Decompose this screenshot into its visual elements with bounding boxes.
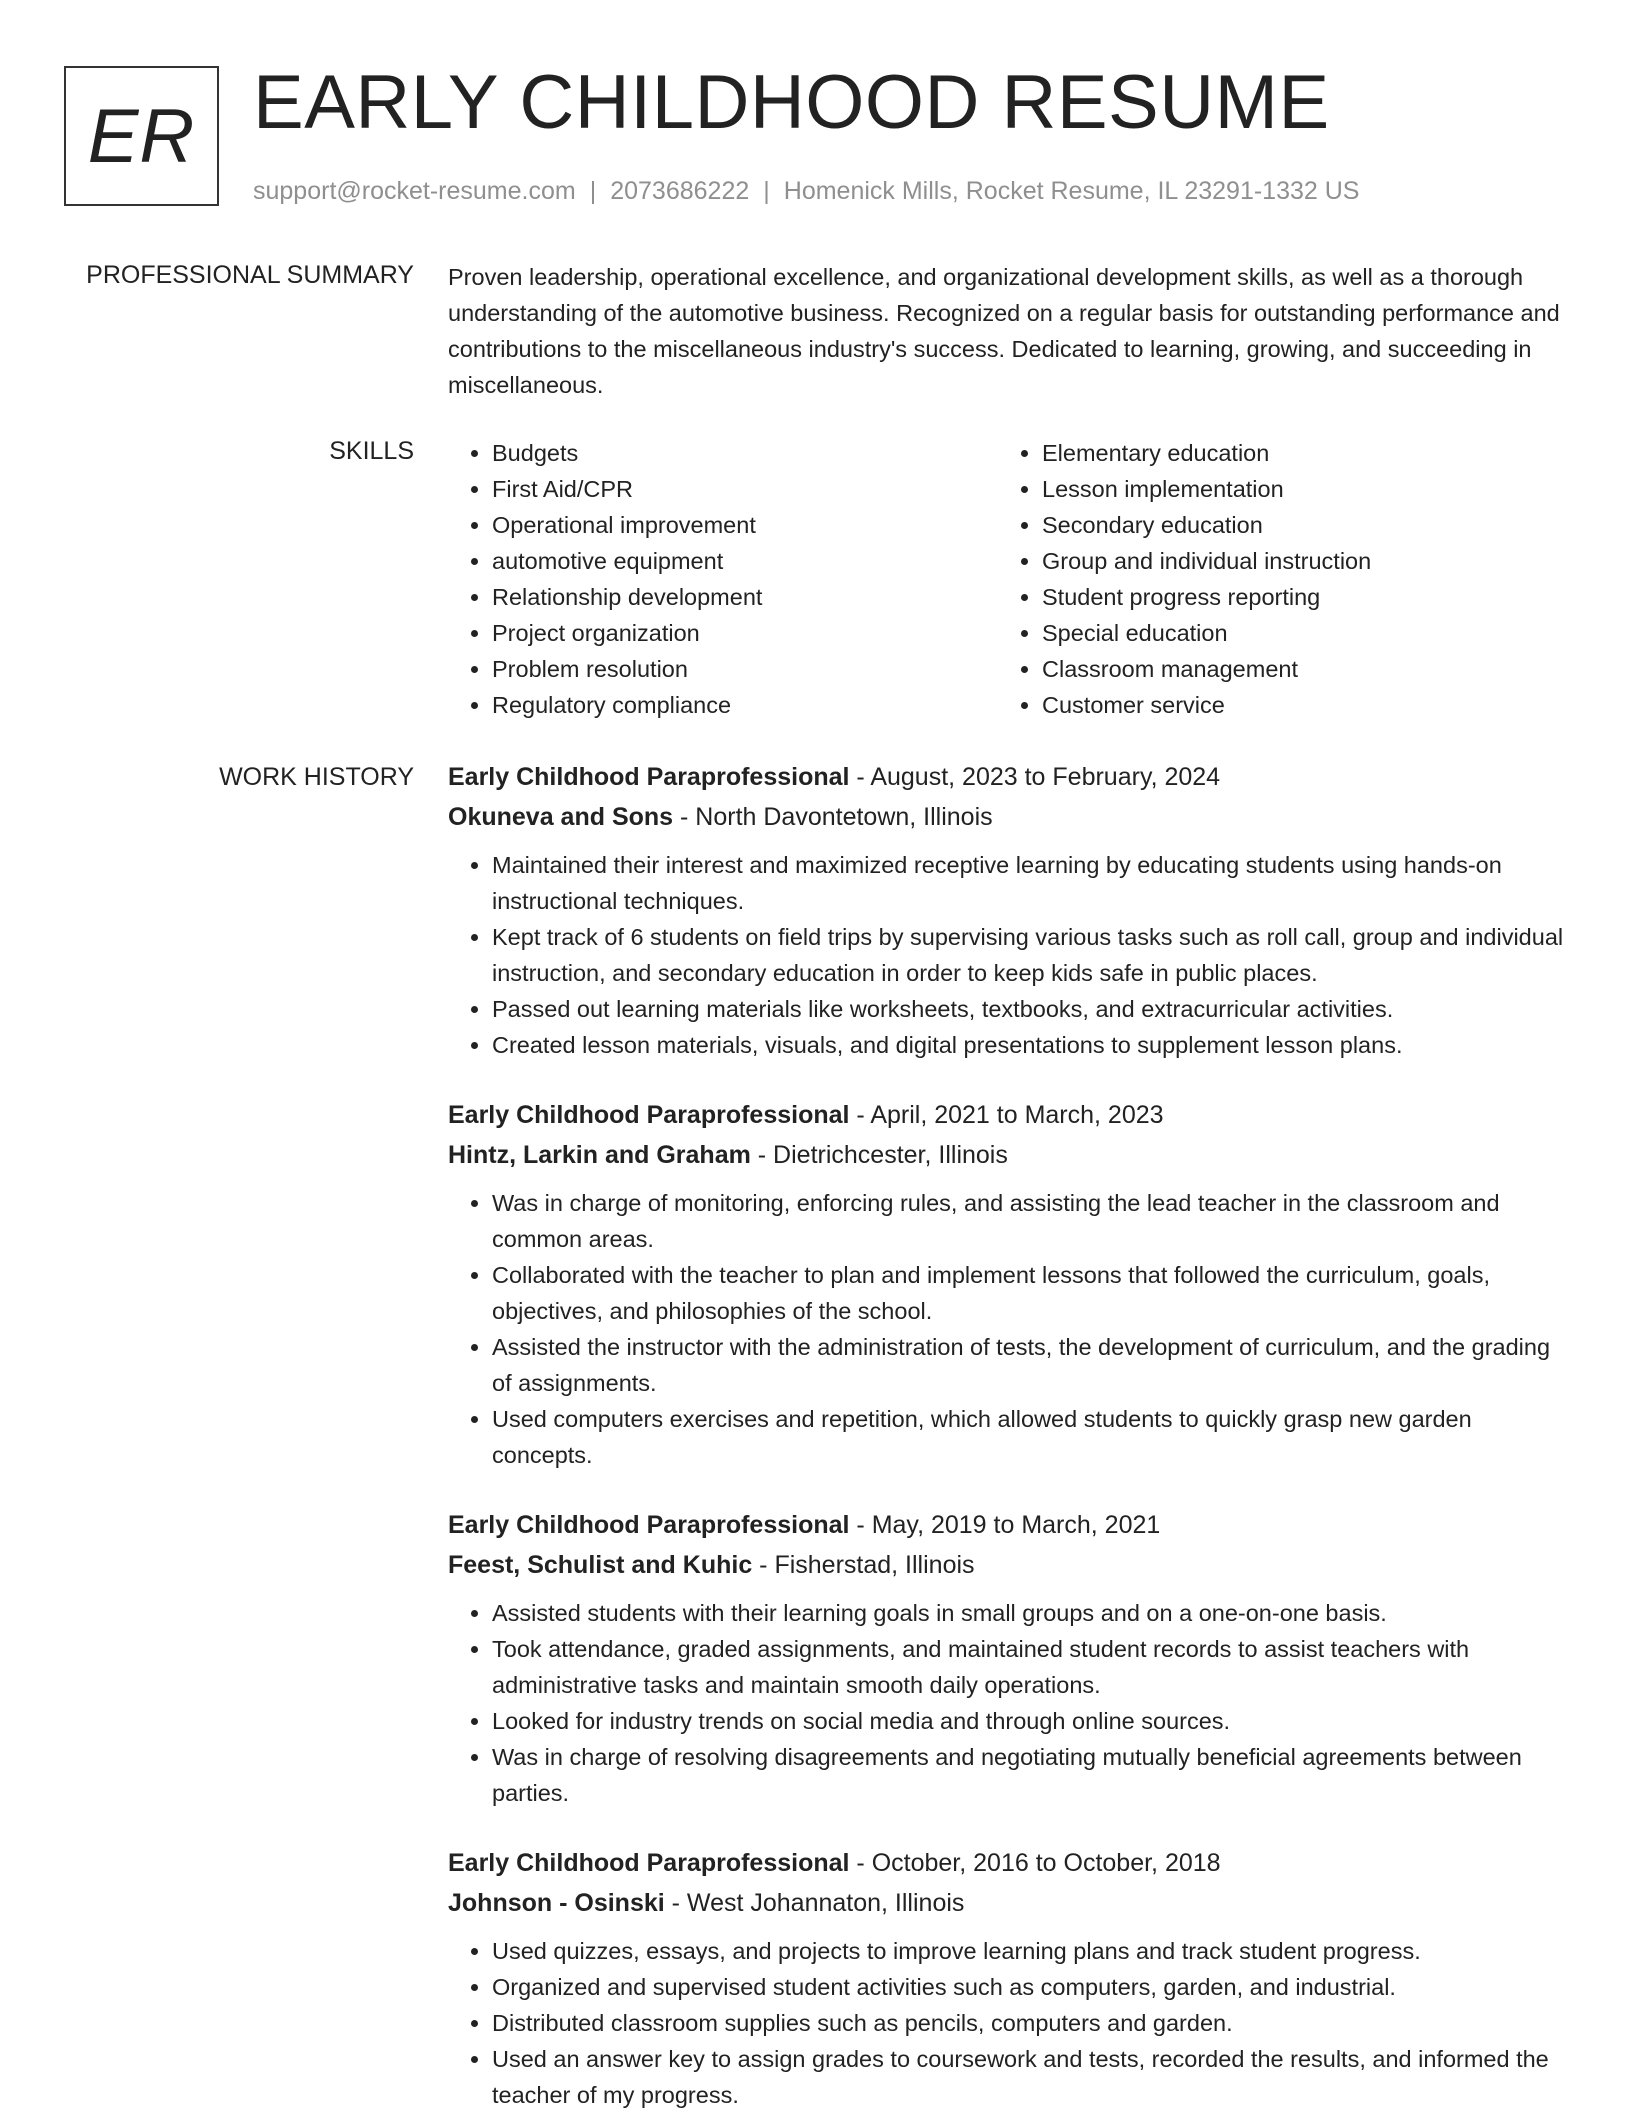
resume-title: EARLY CHILDHOOD RESUME (253, 60, 1330, 145)
contact-phone: 2073686222 (610, 177, 750, 205)
job-bullet: • Was in charge of monitoring, enforcing rules, and assisting the lead teacher in the classroom and common areas. (492, 1185, 1568, 1257)
job-bullet: • Was in charge of resolving disagreements and negotiating mutually beneficial agreements between parties. (492, 1739, 1568, 1811)
job-bullet: • Used quizzes, essays, and projects to improve learning plans and track student progress. (492, 1933, 1568, 1969)
skills-column-2 (998, 435, 1548, 723)
skill-item: • Special education (1042, 615, 1548, 651)
job-location: - Fisherstad, Illinois (752, 1551, 975, 1579)
job-dates: - August, 2023 to February, 2024 (849, 763, 1221, 791)
job-location: - West Johannaton, Illinois (664, 1889, 965, 1917)
job-dates: - October, 2016 to October, 2018 (849, 1849, 1221, 1877)
job-bullet: • Looked for industry trends on social media and through online sources. (492, 1703, 1568, 1739)
skills-list (448, 435, 1568, 723)
job-bullet: • Assisted the instructor with the administration of tests, the development of curriculum, and the grading of assignments. (492, 1329, 1568, 1401)
job-company: Johnson - Osinski (448, 1889, 665, 1917)
summary-text: Proven leadership, operational excellence, and organizational development skills, as well as a thorough understanding of the automotive business. Recognized on a regular basis for outstanding performance and contributions to the miscellaneous industry's success. Dedicated to learning, growing, and succeeding in miscellaneous. (448, 264, 1560, 398)
job-company-line (448, 1135, 1568, 1175)
job-entry (448, 1095, 1568, 1473)
job-entry (448, 1843, 1568, 2112)
job-title-line (448, 757, 1568, 797)
skill-item: • Problem resolution (492, 651, 998, 687)
monogram-badge: ER (64, 66, 219, 206)
job-title-line (448, 1505, 1568, 1545)
contact-address: Homenick Mills, Rocket Resume, IL 23291-1332 US (783, 177, 1360, 205)
work-history (448, 757, 1568, 2112)
job-company-line (448, 1545, 1568, 1585)
job-dates: - April, 2021 to March, 2023 (849, 1101, 1164, 1129)
job-bullet: • Distributed classroom supplies such as pencils, computers and garden. (492, 2005, 1568, 2041)
job-bullet: • Kept track of 6 students on field trips by supervising various tasks such as roll call, group and individual instruction, and secondary education in order to keep kids safe in public places. (492, 919, 1568, 991)
contact-separator: | (589, 177, 597, 205)
job-bullet: • Created lesson materials, visuals, and digital presentations to supplement lesson plans. (492, 1027, 1568, 1063)
skill-item: • Elementary education (1042, 435, 1548, 471)
work-history-label: WORK HISTORY (219, 763, 414, 791)
skills-column-1 (448, 435, 998, 723)
contact-line (253, 175, 1359, 207)
contact-email: support@rocket-resume.com (253, 177, 576, 205)
job-company-line (448, 797, 1568, 837)
job-title-line (448, 1095, 1568, 1135)
job-title: Early Childhood Paraprofessional (448, 1101, 850, 1129)
job-bullet: • Used an answer key to assign grades to coursework and tests, recorded the results, and informed the teacher of my progress. (492, 2041, 1568, 2112)
summary-label: PROFESSIONAL SUMMARY (86, 261, 414, 289)
job-bullet: • Maintained their interest and maximized receptive learning by educating students using hands-on instructional techniques. (492, 847, 1568, 919)
job-entry (448, 757, 1568, 1063)
job-bullets (448, 1185, 1568, 1473)
skills-label: SKILLS (329, 437, 414, 465)
job-bullet: • Used computers exercises and repetition, which allowed students to quickly grasp new garden concepts. (492, 1401, 1568, 1473)
job-entry (448, 1505, 1568, 1811)
skill-item: • Budgets (492, 435, 998, 471)
job-title-line (448, 1843, 1568, 1883)
job-bullet: • Took attendance, graded assignments, and maintained student records to assist teachers with administrative tasks and maintain smooth daily operations. (492, 1631, 1568, 1703)
job-company: Hintz, Larkin and Graham (448, 1141, 751, 1169)
job-company: Okuneva and Sons (448, 803, 674, 831)
job-dates: - May, 2019 to March, 2021 (849, 1511, 1161, 1539)
skill-item: • Group and individual instruction (1042, 543, 1548, 579)
job-location: - Dietrichcester, Illinois (750, 1141, 1008, 1169)
skill-item: • automotive equipment (492, 543, 998, 579)
job-bullet: • Collaborated with the teacher to plan and implement lessons that followed the curriculum, goals, objectives, and philosophies of the school. (492, 1257, 1568, 1329)
skill-item: • Student progress reporting (1042, 579, 1548, 615)
skill-item: • Operational improvement (492, 507, 998, 543)
skill-item: • First Aid/CPR (492, 471, 998, 507)
job-bullets (448, 847, 1568, 1063)
job-bullets (448, 1933, 1568, 2112)
job-title: Early Childhood Paraprofessional (448, 1849, 850, 1877)
job-bullet: • Passed out learning materials like worksheets, textbooks, and extracurricular activities. (492, 991, 1568, 1027)
skill-item: • Classroom management (1042, 651, 1548, 687)
job-bullet: • Assisted students with their learning goals in small groups and on a one-on-one basis. (492, 1595, 1568, 1631)
job-title: Early Childhood Paraprofessional (448, 1511, 850, 1539)
job-company-line (448, 1883, 1568, 1923)
skill-item: • Regulatory compliance (492, 687, 998, 723)
contact-separator: | (763, 177, 770, 205)
job-title: Early Childhood Paraprofessional (448, 763, 850, 791)
skill-item: • Relationship development (492, 579, 998, 615)
job-bullet: • Organized and supervised student activities such as computers, garden, and industrial. (492, 1969, 1568, 2005)
job-location: - North Davontetown, Illinois (673, 803, 993, 831)
skill-item: • Customer service (1042, 687, 1548, 723)
skill-item: • Secondary education (1042, 507, 1548, 543)
job-bullets (448, 1595, 1568, 1811)
job-company: Feest, Schulist and Kuhic (448, 1551, 753, 1579)
skill-item: • Project organization (492, 615, 998, 651)
skill-item: • Lesson implementation (1042, 471, 1548, 507)
